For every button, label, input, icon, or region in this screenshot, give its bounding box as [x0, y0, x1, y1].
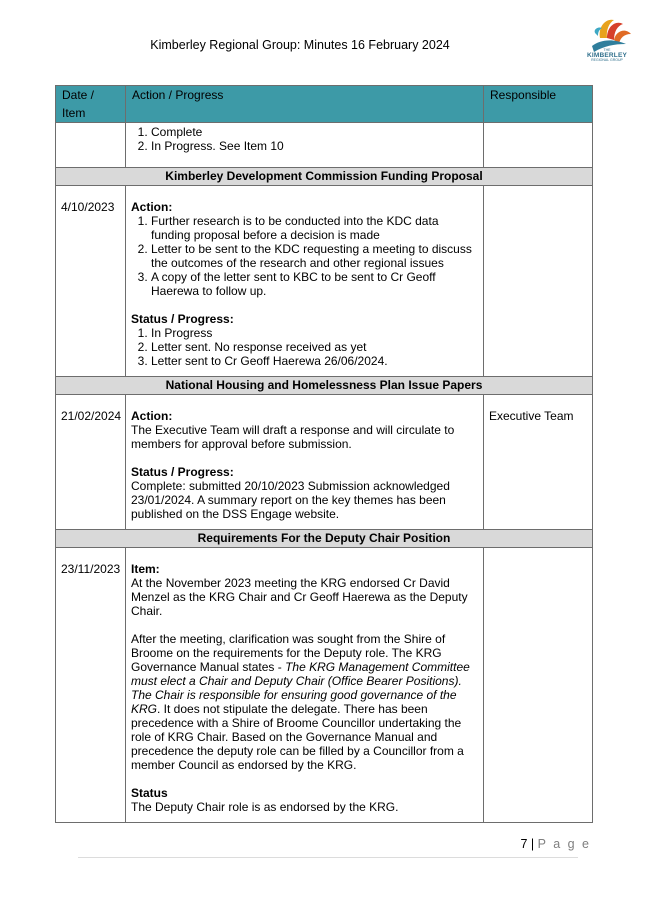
- progress-list: [131, 125, 478, 153]
- action-cell: [126, 548, 484, 823]
- action-list: [131, 214, 478, 298]
- status-label: Status: [131, 786, 168, 800]
- action-cell: [126, 186, 484, 377]
- section-header-row: [56, 168, 593, 186]
- action-cell: [126, 123, 484, 168]
- list-item: 3. Letter sent to Cr Geoff Haerewa 26/06/2024.: [151, 354, 478, 368]
- responsible-cell: [484, 186, 593, 377]
- clarification-paragraph: [131, 632, 478, 772]
- section-title: Requirements For the Deputy Chair Position: [56, 530, 593, 548]
- logo-wordmark: THE KIMBERLEY REGIONAL GROUP: [586, 48, 628, 62]
- date-cell: 23/11/2023: [56, 548, 126, 823]
- minutes-action-table: [55, 85, 593, 823]
- governance-manual-quote: The KRG Management Committee must elect a Chair and Deputy Chair (Office Bearer Positions). The Chair is responsible for ensuring good governance of the KRG: [131, 660, 470, 716]
- column-header-responsible: Responsible: [484, 86, 593, 123]
- section-title: National Housing and Homelessness Plan Issue Papers: [56, 377, 593, 395]
- table-row: [56, 186, 593, 377]
- table-row: [56, 395, 593, 530]
- date-cell: 4/10/2023: [56, 186, 126, 377]
- responsible-cell: [484, 123, 593, 168]
- section-header-row: [56, 530, 593, 548]
- list-item: 2. In Progress. See Item 10: [151, 139, 478, 153]
- responsible-cell: [484, 548, 593, 823]
- column-header-action: Action / Progress: [126, 86, 484, 123]
- item-text: At the November 2023 meeting the KRG endorsed Cr David Menzel as the KRG Chair and Cr Geoff Haerewa as the Deputy Chair.: [131, 576, 468, 618]
- responsible-cell: Executive Team: [484, 395, 593, 530]
- date-cell: [56, 123, 126, 168]
- paragraph-text: After the meeting, clarification was sought from the Shire of Broome on the requirements for the Deputy role. The KRG Governance Manual states -: [131, 632, 446, 674]
- page-separator: |: [530, 837, 535, 851]
- status-text: The Deputy Chair role is as endorsed by the KRG.: [131, 800, 399, 814]
- action-cell: [126, 395, 484, 530]
- status-text: Complete: submitted 20/10/2023 Submission acknowledged 23/01/2024. A summary report on the key themes has been published on the DSS Engage website.: [131, 479, 450, 521]
- status-list: [131, 326, 478, 368]
- date-cell: 21/02/2024: [56, 395, 126, 530]
- action-label: Action:: [131, 409, 173, 423]
- document-header-title: Kimberley Regional Group: Minutes 16 February 2024: [150, 38, 450, 52]
- section-title: Kimberley Development Commission Funding Proposal: [56, 168, 593, 186]
- table-header-row: [56, 86, 593, 123]
- item-label: Item:: [131, 562, 160, 576]
- table-row: [56, 548, 593, 823]
- status-label: Status / Progress:: [131, 465, 234, 479]
- list-item: 1. Complete: [151, 125, 478, 139]
- page-number: 7: [520, 837, 528, 851]
- section-header-row: [56, 377, 593, 395]
- list-item: 3. A copy of the letter sent to KBC to be sent to Cr Geoff Haerewa to follow up.: [151, 270, 478, 298]
- paragraph-text: . It does not stipulate the delegate. There has been precedence with a Shire of Broome Councillor undertaking the role of KRG Chair. Based on the Governance Manual and precedence the deputy role can be filled by a Councillor from a member Council as endorsed by the KRG.: [131, 702, 464, 772]
- action-text: The Executive Team will draft a response and will circulate to members for approval before submission.: [131, 423, 455, 451]
- list-item: 2. Letter to be sent to the KDC requesting a meeting to discuss the outcomes of the research and other regional issues: [151, 242, 478, 270]
- status-label: Status / Progress:: [131, 312, 234, 326]
- column-header-date: Date / Item: [56, 86, 126, 123]
- list-item: 1. In Progress: [151, 326, 478, 340]
- list-item: 2. Letter sent. No response received as yet: [151, 340, 478, 354]
- action-label: Action:: [131, 200, 173, 214]
- page-footer: [520, 837, 591, 851]
- footer-divider: [78, 857, 578, 858]
- list-item: 1. Further research is to be conducted into the KDC data funding proposal before a decision is made: [151, 214, 478, 242]
- table-row: [56, 123, 593, 168]
- page-label: P a g e: [537, 837, 591, 851]
